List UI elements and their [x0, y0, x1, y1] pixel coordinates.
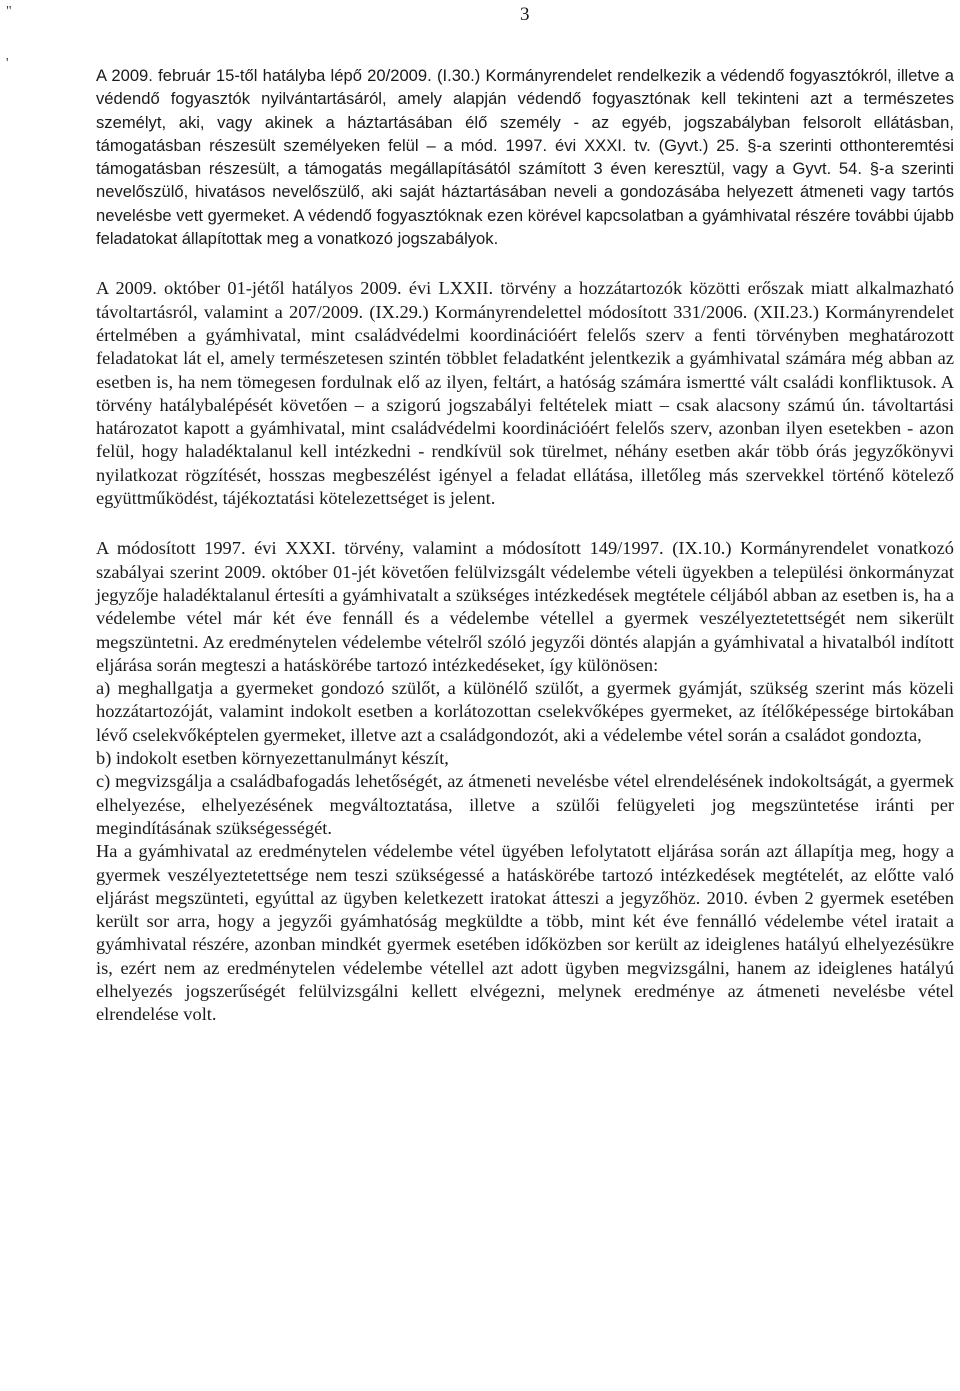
paragraph-protected-consumers: A 2009. február 15-től hatályba lépő 20/2009. (I.30.) Kormányrendelet rendelkezik a védendő fogyasztókról, illetve a védendő fogyasztók nyilvántartásáról, amely alapján védendő fogyasztónak kell tekinteni azt a természetes személyt, aki, vagy akinek a háztartásában élő személy - az egyéb, jogszabályban felsorolt ellátásban, támogatásban részesült személyeken felül – a mód. 1997. évi XXXI. tv. (Gyvt.) 25. §-a szerinti otthonteremtési támogatásban részesült, a támogatás megállapításától számított 3 éven keresztül, vagy a Gyvt. 54. §-a szerinti nevelőszülő, hivatásos nevelőszülő, aki saját háztartásában neveli a gondozásába helyezett átmeneti vagy tartós nevelésbe vett gyermeket. A védendő fogyasztóknak ezen körével kapcsolatban a gyámhivatal részére további újabb feladatokat állapítottak meg a vonatkozó jogszabályok. [96, 66, 954, 249]
list-item-a: a) meghallgatja a gyermeket gondozó szülőt, a különélő szülőt, a gyermek gyámját, szükség szerint más közeli hozzátartozóját, valamint indokolt esetben a korlátozottan cselekvőképes gyermeket, az ítélőképessége birtokában lévő cselekvőképtelen gyermeket, illetve azt a családgondozót, aki a védelembe vétel során a családot gondozta, [96, 678, 954, 745]
corner-mark-top: " [6, 4, 12, 19]
document-body [96, 64, 954, 1027]
page-number: 3 [520, 4, 530, 25]
corner-mark-mid: ' [6, 56, 9, 71]
list-item-c: c) megvizsgálja a családbafogadás lehetőségét, az átmeneti nevelésbe vétel elrendelésének indokoltságát, a gyermek elhelyezése, elhelyezésének megváltoztatása, illetve a szülői felügyeleti jog megszüntetése iránti per megindításának szükségességét. [96, 771, 954, 838]
paragraph-restraining-order-law: A 2009. október 01-jétől hatályos 2009. évi LXXII. törvény a hozzátartozók közötti erőszak miatt alkalmazható távoltartásról, valamint a 207/2009. (IX.29.) Kormányrendelettel módosított 331/2006. (XII.23.) Kormányrendelet értelmében a gyámhivatal, mint családvédelmi koordinációért felelős szerv a fenti törvényben meghatározott feladatokat lát el, amely természetesen szintén többlet feladatként jelentkezik a gyámhivatal számára még abban az esetben is, ha nem tömegesen fordulnak elő az ilyen, feltárt, a hatóság számára ismertté vált családi konfliktusok. A törvény hatálybalépését követően – a szigorú jogszabályi feltételek miatt – csak alacsony számú ún. távoltartási határozatot kapott a gyámhivatal, mint családvédelmi koordinációért felelős szerv, azonban ilyen esetekben - azon felül, hogy haladéktalanul kell intézkedni - rendkívül sok türelmet, néhány esetben akár több órás jegyzőkönyvi nyilatkozat rögzítését, hosszas megbeszélést igényel a feladat ellátása, illetőleg más szervekkel történő kötelező együttműködést, tájékoztatási kötelezettséget is jelent. [96, 278, 954, 509]
list-item-b: b) indokolt esetben környezettanulmányt készít, [96, 748, 449, 769]
paragraph-termination-cases: Ha a gyámhivatal az eredménytelen védelembe vétel ügyében lefolytatott eljárása során azt állapítja meg, hogy a gyermek veszélyeztetettsége nem teszi szükségessé a hatáskörébe tartozó intézkedések megtételét, az előtte való eljárást megszünteti, egyúttal az ügyben keletkezett iratokat átteszi a jegyzőhöz. 2010. évben 2 gyermek esetében került sor arra, hogy a jegyzői gyámhatóság megküldte a több, mint két éve fennálló védelembe vétel iratait a gyámhivatal részére, azonban mindkét gyermek esetében időközben sor került az ideiglenes hatályú elhelyezésükre is, ezért nem az eredménytelen védelembe vétellel azt adott ügyben megvizsgálni, hanem az ideiglenes hatályú elhelyezés jogszerűségét felülvizsgálni kellett elvégezni, melynek eredménye az átmeneti nevelésbe vétel elrendelése volt. [96, 841, 954, 1025]
paragraph-protection-review: A módosított 1997. évi XXXI. törvény, valamint a módosított 149/1997. (IX.10.) Kormányrendelet vonatkozó szabályai szerint 2009. október 01-jét követően felülvizsgált védelembe vételi ügyekben a települési önkormányzat jegyzője haladéktalanul értesíti a gyámhivatalt a szükséges intézkedések megtétele céljából abban az esetben is, ha a védelembe vétel már két éve fennáll és a védelembe vétellel a gyermek veszélyeztetettségét nem sikerült megszüntetni. Az eredménytelen védelembe vételről szóló jegyzői döntés alapján a gyámhivatal a hivatalból indított eljárása során megteszi a hatáskörébe tartozó intézkedéseket, így különösen: [96, 538, 954, 675]
